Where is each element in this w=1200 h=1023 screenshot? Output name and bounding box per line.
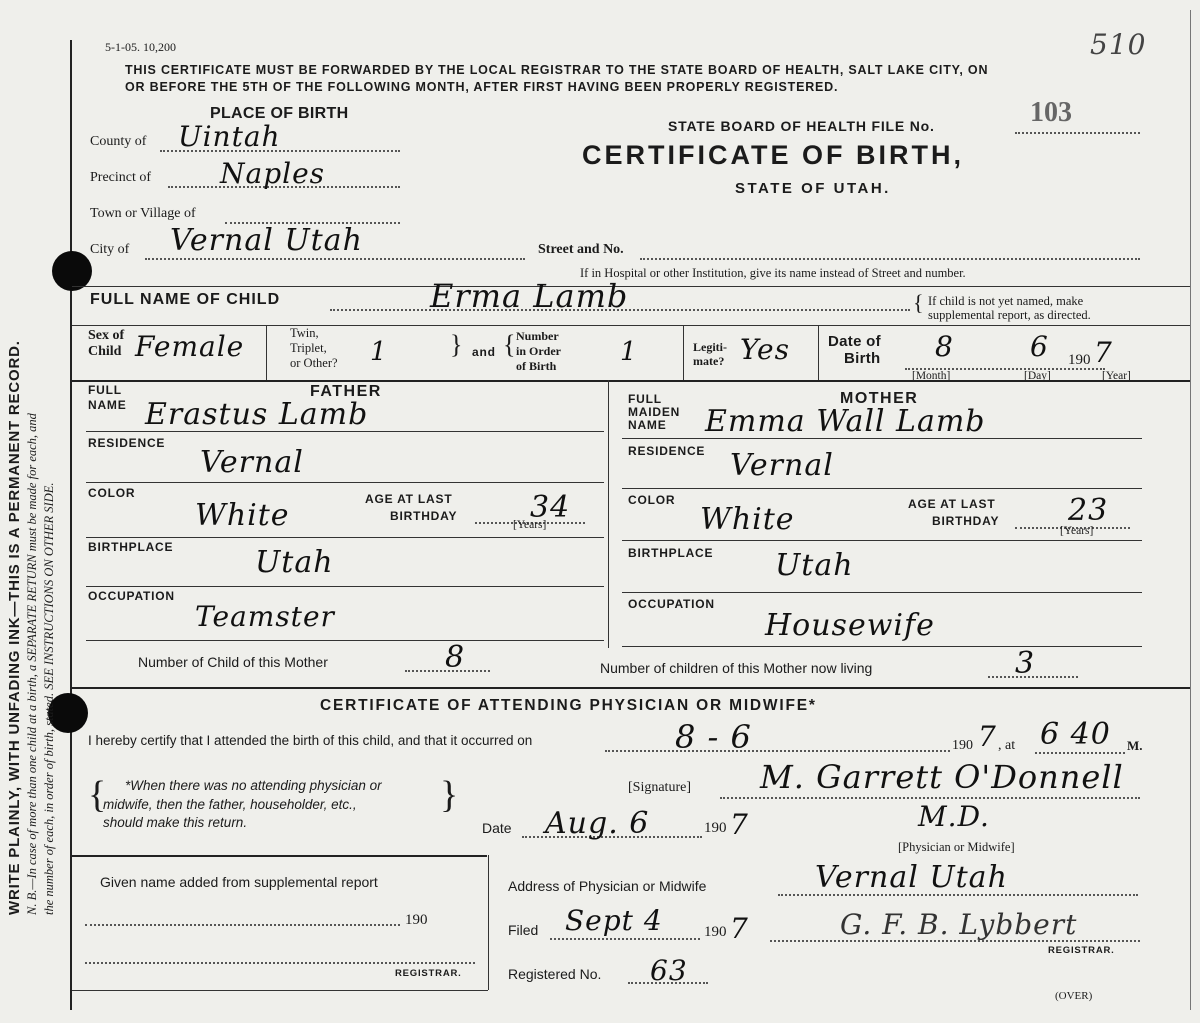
registrar-label: REGISTRAR. xyxy=(1048,945,1115,956)
signature-label: [Signature] xyxy=(628,780,691,795)
over-label: (OVER) xyxy=(1055,990,1093,1002)
certificate-title: CERTIFICATE OF BIRTH, xyxy=(582,140,964,170)
physician-date-value: Aug. 6 xyxy=(545,806,650,841)
father-occupation-line xyxy=(86,640,604,641)
sex-label-1: Sex of xyxy=(88,328,125,343)
rule-above-physician xyxy=(72,687,1190,689)
file-corner-number: 510 xyxy=(1090,28,1147,61)
father-birthplace-value: Utah xyxy=(255,545,334,580)
supplemental-box-right xyxy=(488,855,489,990)
order-value: 1 xyxy=(620,337,638,367)
certify-text: I hereby certify that I attended the birth of this child, and that it occurred on xyxy=(88,733,533,748)
mother-name-label-2: MAIDEN xyxy=(628,405,681,419)
father-years-label: [Years] xyxy=(513,519,547,531)
mother-name-label-1: FULL xyxy=(628,392,662,406)
mother-age-label-1: AGE AT LAST xyxy=(908,497,996,511)
father-age-label-1: AGE AT LAST xyxy=(365,492,453,506)
time-value: 6 40 xyxy=(1040,717,1111,752)
side-note-line-1: N. B.—In case of more than one child at a birth, a SEPARATE RETURN must be made for each, and xyxy=(25,413,39,915)
and-label: and xyxy=(472,345,496,359)
physician-date-year-printed: 190 xyxy=(704,820,727,836)
child-name-value: Erma Lamb xyxy=(430,277,629,315)
physician-year-written: 7 xyxy=(978,720,997,753)
place-of-birth-heading: PLACE OF BIRTH xyxy=(210,105,349,122)
rule-above-name xyxy=(72,286,1190,287)
note-brace-left: { xyxy=(88,774,107,816)
mother-color-value: White xyxy=(700,502,795,537)
twin-label-1: Twin, xyxy=(290,326,319,340)
mother-occupation-label: OCCUPATION xyxy=(628,597,715,611)
side-instruction-main: WRITE PLAINLY, WITH UNFADING INK—THIS IS A PERMANENT RECORD. xyxy=(6,340,23,915)
order-divider xyxy=(683,325,684,380)
registered-value: 63 xyxy=(650,954,688,987)
living-label: Number of children of this Mother now living xyxy=(600,660,873,676)
filed-year-printed: 190 xyxy=(704,924,727,940)
sex-divider xyxy=(266,325,267,380)
physician-date-year-written: 7 xyxy=(730,808,749,841)
county-label: County of xyxy=(90,134,147,149)
side-note-line-2: the number of each, in order of birth, stated. SEE INSTRUCTIONS ON OTHER SIDE. xyxy=(42,482,56,915)
father-residence-value: Vernal xyxy=(200,445,304,480)
town-label: Town or Village of xyxy=(90,206,196,221)
mother-name-label-3: NAME xyxy=(628,418,667,432)
mother-heading: MOTHER xyxy=(840,390,919,407)
physician-year-printed: 190 xyxy=(952,738,973,753)
city-value: Vernal Utah xyxy=(170,223,363,258)
father-birthplace-label: BIRTHPLACE xyxy=(88,540,174,554)
sex-value: Female xyxy=(135,330,245,363)
right-edge-rule xyxy=(1190,10,1191,1010)
dob-label-1: Date of xyxy=(828,333,881,350)
file-number-line xyxy=(1015,132,1140,134)
supplemental-box-bottom xyxy=(72,990,488,991)
filed-year-written: 7 xyxy=(730,912,749,945)
file-number-value: 103 xyxy=(1030,97,1072,128)
father-heading: FATHER xyxy=(310,383,382,400)
mother-residence-value: Vernal xyxy=(730,448,834,483)
supplemental-label: Given name added from supplemental report xyxy=(100,874,378,890)
unnamed-note-2: supplemental report, as directed. xyxy=(928,308,1091,322)
supplemental-line xyxy=(85,924,400,926)
physician-note-2: midwife, then the father, householder, etc., xyxy=(103,797,357,812)
mother-occupation-value: Housewife xyxy=(765,608,935,643)
father-color-value: White xyxy=(195,498,290,533)
twin-label-3: or Other? xyxy=(290,356,338,370)
twin-value: 1 xyxy=(370,337,388,367)
physician-heading: CERTIFICATE OF ATTENDING PHYSICIAN OR MIDWIFE* xyxy=(320,697,817,714)
legit-value: Yes xyxy=(740,333,790,366)
form-number: 5-1-05. 10,200 xyxy=(105,40,176,54)
rule-below-child xyxy=(72,380,1190,382)
mother-birthplace-label: BIRTHPLACE xyxy=(628,546,714,560)
legit-divider xyxy=(818,325,819,380)
mother-residence-line xyxy=(622,488,1142,489)
note-brace-right: } xyxy=(440,774,459,816)
father-color-label: COLOR xyxy=(88,486,136,500)
mother-birthplace-line xyxy=(622,592,1142,593)
year-label: [Year] xyxy=(1102,370,1131,382)
address-label: Address of Physician or Midwife xyxy=(508,878,707,894)
father-residence-line xyxy=(86,482,604,483)
living-value: 3 xyxy=(1015,646,1036,681)
supplemental-sign-line xyxy=(85,962,475,964)
m-label: M. xyxy=(1127,738,1143,753)
physician-address-value: Vernal Utah xyxy=(815,860,1008,895)
birth-date-line xyxy=(605,750,950,752)
street-line xyxy=(640,258,1140,260)
physician-degree: M.D. xyxy=(918,800,990,833)
father-name-line xyxy=(86,431,604,432)
dob-label-2: Birth xyxy=(844,350,881,367)
filed-label: Filed xyxy=(508,922,539,938)
physician-signature: M. Garrett O'Donnell xyxy=(760,758,1124,796)
mother-age-value: 23 xyxy=(1068,493,1109,528)
hospital-note: If in Hospital or other Institution, give its name instead of Street and number. xyxy=(580,266,966,280)
precinct-label: Precinct of xyxy=(90,170,152,185)
father-name-label-2: NAME xyxy=(88,398,127,412)
dob-month: 8 xyxy=(935,330,954,363)
month-label: [Month] xyxy=(912,370,951,382)
father-name-label-1: FULL xyxy=(88,383,122,397)
mother-color-label: COLOR xyxy=(628,493,676,507)
left-margin-rule xyxy=(70,40,72,1010)
notice-line-1: THIS CERTIFICATE MUST BE FORWARDED BY THE LOCAL REGISTRAR TO THE STATE BOARD OF HEALTH, SALT LAKE CITY, ON xyxy=(125,63,989,77)
mother-birthplace-value: Utah xyxy=(775,548,854,583)
city-line xyxy=(145,258,525,260)
father-age-value: 34 xyxy=(530,490,571,525)
order-label-1: Number xyxy=(516,329,559,343)
physician-note-3: should make this return. xyxy=(103,815,248,830)
father-occupation-value: Teamster xyxy=(195,600,335,633)
state-subtitle: STATE OF UTAH. xyxy=(735,180,891,197)
twin-brace: } xyxy=(450,330,463,359)
father-age-label-2: BIRTHDAY xyxy=(390,509,458,523)
physician-type-label: [Physician or Midwife] xyxy=(898,840,1015,854)
father-residence-label: RESIDENCE xyxy=(88,436,166,450)
parents-divider xyxy=(608,380,609,648)
birth-date-value: 8 - 6 xyxy=(675,718,752,756)
supplemental-year: 190 xyxy=(405,912,428,928)
precinct-value: Naples xyxy=(220,157,326,190)
mother-years-label: [Years] xyxy=(1060,525,1094,537)
mother-occupation-line xyxy=(622,646,1142,647)
signature-line xyxy=(720,797,1140,799)
sex-label-2: Child xyxy=(88,344,122,359)
unnamed-note-1: If child is not yet named, make xyxy=(928,294,1084,308)
physician-date-label: Date xyxy=(482,820,512,836)
order-label-3: of Birth xyxy=(516,359,557,373)
registered-label: Registered No. xyxy=(508,966,602,982)
child-number-label: Number of Child of this Mother xyxy=(138,654,328,670)
child-name-label: FULL NAME OF CHILD xyxy=(90,291,281,308)
father-birthplace-line xyxy=(86,586,604,587)
dob-year-printed: 190 xyxy=(1068,352,1091,368)
legit-label-2: mate? xyxy=(693,354,725,368)
order-label-2: in Order xyxy=(516,344,561,358)
registrar-signature: G. F. B. Lybbert xyxy=(840,908,1078,941)
supplemental-box-top xyxy=(72,855,487,857)
mother-name-line xyxy=(622,438,1142,439)
city-label: City of xyxy=(90,242,130,257)
father-color-line xyxy=(86,537,604,538)
brace-left: { xyxy=(913,290,924,315)
mother-age-label-2: BIRTHDAY xyxy=(932,514,1000,528)
mother-name-value: Emma Wall Lamb xyxy=(705,404,986,439)
registrar-label-left: REGISTRAR. xyxy=(395,968,462,979)
mother-color-line xyxy=(622,540,1142,541)
notice-line-2: OR BEFORE THE 5TH OF THE FOLLOWING MONTH, AFTER FIRST HAVING BEEN PROPERLY REGISTERED. xyxy=(125,80,839,94)
filed-line xyxy=(550,938,700,940)
dob-year-written: 7 xyxy=(1094,336,1113,369)
street-label: Street and No. xyxy=(538,242,624,257)
child-number-value: 8 xyxy=(445,640,466,675)
father-occupation-label: OCCUPATION xyxy=(88,589,175,603)
filed-value: Sept 4 xyxy=(565,904,663,937)
twin-label-2: Triplet, xyxy=(290,341,327,355)
mother-residence-label: RESIDENCE xyxy=(628,444,706,458)
at-label: , at xyxy=(998,738,1016,753)
physician-note-1: *When there was no attending physician or xyxy=(125,778,382,793)
legit-label-1: Legiti- xyxy=(693,340,727,354)
father-name-value: Erastus Lamb xyxy=(145,397,369,432)
time-line xyxy=(1035,752,1125,754)
punch-hole-top xyxy=(52,251,92,291)
dob-day: 6 xyxy=(1030,330,1049,363)
day-label: [Day] xyxy=(1024,370,1051,382)
order-brace: { xyxy=(503,330,516,359)
rule-below-name xyxy=(72,325,1190,326)
file-number-label: STATE BOARD OF HEALTH FILE No. xyxy=(668,118,935,134)
county-value: Uintah xyxy=(178,120,281,153)
